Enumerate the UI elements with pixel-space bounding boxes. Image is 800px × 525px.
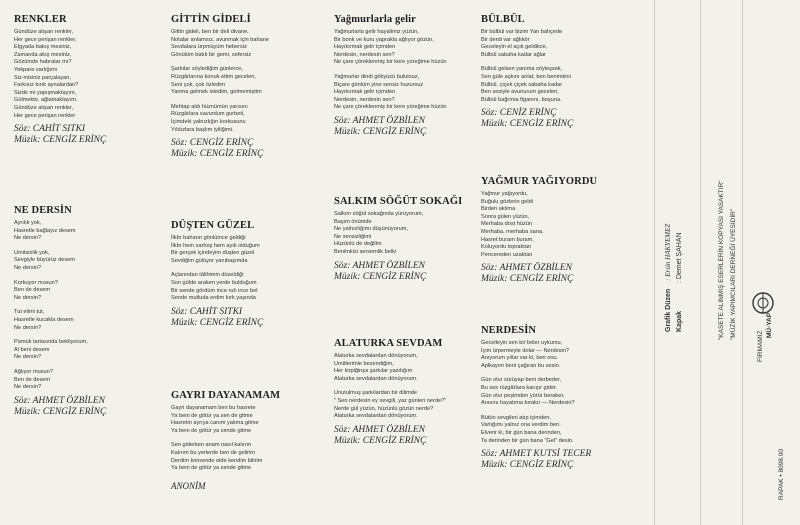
lyric-line: Nerdesin, nerdesin sen? <box>334 96 395 103</box>
lyric-line: Varlığımı yalnız ona verdim ben. <box>481 422 561 429</box>
lyric-line: Siz misiniz parçalayan, <box>14 74 71 81</box>
lyric-line: Bir sende gördüm ince ruh ince bel <box>171 287 258 294</box>
lyric-line: Hayıkırmak gelir içimden <box>334 89 396 96</box>
song-salkim-sogut-sokagi <box>334 196 462 283</box>
lyric-line: Sende mutluda erdim kırk yaşında <box>171 295 256 302</box>
lyric-line: Gülmekte, ağlamaktayım. <box>14 97 78 104</box>
lyric-line: Rüzgârlarına konuk ettim geceleri, <box>171 73 256 80</box>
spine-fold-line <box>742 0 743 525</box>
lyricist-credit: Söz: CENİZ ERİNÇ <box>481 108 557 119</box>
association-member-notice: "MÜZİK YAPIMCILARI DERNEĞİ ÜYESİDİR" <box>730 208 737 340</box>
stanza-gap <box>14 362 106 369</box>
lyricist-credit: Söz: CAHİT SITKI <box>14 124 86 135</box>
lyricist-credit: Söz: AHMET KUTSİ TECER <box>481 449 592 460</box>
lyric-line: Hayıkırmak gelir içimden <box>334 44 396 51</box>
lyric-line: Şarkılar söylediğim günlerce, <box>171 66 243 73</box>
lyric-line: Ta derinden bir gün bana "Gel" desin. <box>481 437 574 444</box>
song-lyrics <box>481 340 591 445</box>
lyric-line: Geceleyin el açık geldikce, <box>481 44 548 51</box>
lyric-line: Alaturka sevdalardan dönüyorum, <box>334 353 418 359</box>
lyric-line: Nerde gül yüzün, hüzünlü gözün nerde? <box>334 405 434 412</box>
lyric-line: Alaturka sevdalardan dönüyorum. <box>334 413 418 420</box>
cover-label: Kapak <box>676 310 683 332</box>
lyric-line: Yağmurlarla gelir hayalimiz yüzün, <box>334 29 419 35</box>
lyric-line: Salkım söğüt sokağında yürüyorum, <box>334 211 424 217</box>
lyric-line: Benimkisi sersemlik belki <box>334 248 397 255</box>
graphic-design-credit <box>664 224 672 332</box>
lyric-line: Derdim kimsende elde kendim bilirim <box>171 457 263 464</box>
stanza-gap <box>171 97 269 104</box>
song-ne-dersin <box>14 205 106 418</box>
song-title: NERDESİN <box>481 325 537 336</box>
lyric-line: Bir derdi var ağlıkör <box>481 36 530 43</box>
lyric-line: Tut elimi tut, <box>14 309 45 316</box>
composer-credit: Müzik: CENGİZ ERİNÇ <box>481 460 574 471</box>
lyric-line: Bir gerçek içindeyim düşten güzel <box>171 250 255 257</box>
song-lyrics <box>171 235 263 303</box>
lyric-line: Ne sensizliğimi <box>334 233 372 240</box>
lyric-line: Merhaba, merhaba sana, <box>481 228 544 235</box>
lyric-line: Bülbül bağrıma figanını, boşuna. <box>481 96 562 103</box>
lyricist-credit: Söz: AHMET ÖZBİLEN <box>334 260 425 271</box>
lyric-line: Pamuk tarlasında bekliyorum, <box>14 339 88 346</box>
lyric-line: Korkuyor musun? <box>14 279 58 286</box>
stanza-gap <box>171 59 269 66</box>
song-gittin-gideli <box>171 14 269 160</box>
lyric-line: Ya beni de götür ya sende gitme <box>171 465 252 472</box>
lyric-line: Nerdesin, nerdesin sen? <box>334 51 395 58</box>
lyric-line: Merhaba dost hüzün <box>481 221 532 228</box>
song-title: RENKLER <box>14 14 67 25</box>
lyric-line: Gönülüm batık bir gemi, sefersiz <box>171 51 252 58</box>
lyric-line: Bir bülbül var bizim Yan bahçede <box>481 29 563 35</box>
lyric-line: Ben de desem <box>14 376 51 383</box>
lyric-line: Gayri dayanamam ben bu hasrete <box>171 405 256 411</box>
lyricist-credit: Söz: AHMET ÖZBİLEN <box>481 263 572 274</box>
song-title: Yağmurlarla gelir <box>334 14 416 25</box>
lyric-line: Hüzünlü de değilim <box>334 241 382 248</box>
lyric-line: Ya beni de götür ya sen de gitme <box>171 412 253 419</box>
lyric-line: Ne dersin? <box>14 264 42 271</box>
lyric-line: Her gece perişan renkler <box>14 112 76 119</box>
lyric-line: Açlarından tâlihimin düzeldiği <box>171 272 244 279</box>
composer-credit: Müzik: CENGİZ ERİNÇ <box>171 149 264 160</box>
muyap-logo-icon <box>752 292 774 314</box>
song-yagmur-yagiyordu <box>481 176 597 285</box>
lyric-line: Ayrılık yok, <box>14 220 42 226</box>
cover-credit <box>676 232 683 332</box>
song-lyrics <box>481 191 597 259</box>
lyric-line: Mehtap aldı hüznümün yarısını <box>171 103 248 110</box>
lyric-line: Ne dersin? <box>14 324 42 331</box>
copyright-notice: "KASETE ALINMIŞ ESERLERİN KOPYASI YASAKTIR" <box>718 180 725 340</box>
spine-fold-line <box>654 0 655 525</box>
lyricist-credit: Söz: AHMET ÖZBİLEN <box>334 424 425 435</box>
song-gayri-dayanamam <box>171 390 280 491</box>
composer-credit: Müzik: CENGİZ ERİNÇ <box>481 274 574 285</box>
lyric-line: Gündüze alışan renkler, <box>14 104 74 111</box>
lyric-line: Anıyorum yıllar var ki, ben onu. <box>481 355 559 362</box>
lyric-line: Sen güle açkını anlat, ben benimkini <box>481 73 571 80</box>
lyric-line: Sevdiğim gülüyor yanıbaşımda <box>171 257 248 264</box>
song-renkler <box>14 14 106 146</box>
catalog-number: RAPAK • 8098.00 <box>778 449 785 500</box>
song-title: BÜLBÜL <box>481 14 525 25</box>
stanza-gap <box>171 435 280 442</box>
lyric-line: Her kirpiğinşa şarkılar yazdığım <box>334 368 413 375</box>
composer-credit: Müzik: CENGİZ ERİNÇ <box>334 126 427 137</box>
lyric-line: Elgyada bakış mesiniz, <box>14 44 72 51</box>
lyric-line: Her gece perişan renkler, <box>14 36 77 43</box>
song-title: SALKIM SÖĞÜT SOKAĞI <box>334 196 463 207</box>
composer-credit: Müzik: CENGİZ ERİNÇ <box>171 317 264 328</box>
lyric-line: Ağlıyor musun? <box>14 368 53 375</box>
lyric-line: Ne dersin? <box>14 235 42 242</box>
stanza-gap <box>14 243 106 250</box>
lyric-line: İlkbr hem sarhoş hem ayık olduğum <box>171 242 260 249</box>
lyric-line: Farkısız kırık aynalardan? <box>14 82 79 89</box>
lyric-line: Yekpare varlığımı <box>14 66 58 73</box>
lyric-line: Gün olur sürüyap beni derbeder, <box>481 377 562 384</box>
lyric-line: Unutulmuş şarkılardan bir dilimde <box>334 390 418 397</box>
lyric-line: Yağmurlar dindi gökyüzü bulutsuz, <box>334 73 420 80</box>
lyric-line: Bülbül, çiçek çiçek sabaha kadar <box>481 81 563 88</box>
lyric-line: Gündüze alışan renkler, <box>14 29 74 35</box>
lyric-line: Sevdalara ürpmüyüm hebersiz <box>171 44 247 51</box>
firm-label: FİRMAMIZ <box>757 330 764 362</box>
spine-fold-line <box>700 0 701 525</box>
lyric-line: Sizde mi yapışmaktayım, <box>14 89 77 96</box>
lyricist-credit: Söz: AHMET ÖZBİLEN <box>14 395 105 406</box>
lyric-line: Başım önümde <box>334 218 372 225</box>
lyric-line: Ne dersin? <box>14 354 42 361</box>
anonymous-credit: ANONİM <box>171 480 206 491</box>
lyric-line: Birden aklıma <box>481 206 516 213</box>
lyric-line: Yağmur yağıyordu, <box>481 191 528 197</box>
stanza-gap <box>14 302 106 309</box>
lyricist-credit: Söz: CAHİT SITKI <box>171 306 243 317</box>
lyric-line: Ne dersin? <box>14 294 42 301</box>
lyric-line: İçimdeki yalnızlığın korkusunu <box>171 118 246 125</box>
song-dusten-guzel <box>171 220 263 329</box>
lyric-line: Bülbül sabaha kadar ağlar <box>481 51 546 58</box>
lyric-line: Ne çare çöreklenmiş bir kere yüreğime hüzün <box>334 104 447 111</box>
lyric-line: Alaturka sevdalardan dönüyorum. <box>334 375 418 382</box>
stanza-gap <box>334 67 447 74</box>
composer-credit: Müzik: CENGİZ ERİNÇ <box>334 271 427 282</box>
song-lyrics <box>14 220 106 392</box>
stanza-gap <box>334 383 446 390</box>
cover-name: : Demet ŞAHAN <box>676 232 683 284</box>
lyric-line: Ya beni de götür ya sende gitme <box>171 427 252 434</box>
lyric-line: Biçare gönlüm yine sensiz huzursuz <box>334 81 424 88</box>
lyric-line: Umitlerimle bezendiğim, <box>334 360 394 367</box>
lyric-line: Ben de desem <box>14 287 51 294</box>
lyric-line: Umitsizlik yok, <box>14 249 50 256</box>
stanza-gap <box>481 59 573 66</box>
lyric-line: İçim ürpermeyle dolar — Nerdesin? <box>481 347 569 354</box>
lyric-line: Sen giderken anam nasıl kalırım <box>171 442 252 449</box>
lyric-line: Hasretle kucakla desem <box>14 316 74 323</box>
song-title: NE DERSİN <box>14 205 72 216</box>
song-lyrics <box>481 29 573 104</box>
song-lyrics <box>171 29 269 134</box>
lyric-line: Ne dersin? <box>14 384 42 391</box>
composer-credit: Müzik: CENGİZ ERİNÇ <box>14 135 107 146</box>
lyric-line: Seni çok, çok özledim <box>171 81 226 88</box>
song-nerdesin <box>481 325 591 471</box>
lyric-line: Sevgiyle büyürüz desem <box>14 257 75 264</box>
stanza-gap <box>171 265 263 272</box>
lyric-line: Yıldızlara başlım iyiliğimi. <box>171 126 234 133</box>
lyric-line: Gecelleyin sen bir böler uykumu, <box>481 340 563 346</box>
lyric-line: Sonra gülen yüzün, <box>481 213 530 220</box>
song-title: GAYRI DAYANAMAM <box>171 390 281 401</box>
song-lyrics <box>14 29 106 120</box>
lyric-line: Anısını hayatıma bırakır — Nerdesin? <box>481 400 575 407</box>
lyric-line: Hasret buram buram, <box>481 236 534 243</box>
muyap-label: MÜ-YAP <box>766 312 773 338</box>
graphic-design-label: Grafik Düzen <box>665 288 672 332</box>
song-lyrics <box>334 353 446 421</box>
lyric-line: Elverir ki, bir gün bana derinden, <box>481 429 562 436</box>
lyric-line: Hasretle bağlayız desem <box>14 227 76 234</box>
lyric-line: Bu ses rüzgârlara karışır gider. <box>481 384 558 391</box>
lyric-line: Bir bonk ve kuru yaprakla ağlıyor gözün, <box>334 36 434 43</box>
composer-credit: Müzik: CENGİZ ERİNÇ <box>481 119 574 130</box>
composer-credit: Müzik: CENGİZ ERİNÇ <box>334 435 427 446</box>
stanza-gap <box>481 408 591 415</box>
song-title: ALATURKA SEVDAM <box>334 338 443 349</box>
lyric-line: Ben sesiyle avunurum geceleri, <box>481 89 559 96</box>
song-lyrics <box>334 211 462 257</box>
song-lyrics <box>171 405 280 473</box>
lyric-line: Gittin gideli, ben bir deli divane, <box>171 29 249 35</box>
lyric-line: Gün olur peşimden yürür beraber, <box>481 392 565 399</box>
composer-credit: Müzik: CENGİZ ERİNÇ <box>14 406 107 417</box>
lyric-line: Bütün sevgileri atıp içimden, <box>481 414 551 421</box>
graphic-design-name: : Ersin HAKYEMEZ <box>664 223 672 281</box>
lyric-line: Yanma gelmek istedim, gelmemiştim <box>171 89 262 96</box>
lyric-line: Buğulu gözlerin geldi <box>481 198 533 205</box>
lyric-line: İlkbr baharın gönlümce geldiği <box>171 235 246 241</box>
lyric-line: Hasretin ayrıya canım yakma gitme <box>171 420 259 427</box>
lyricist-credit: Söz: AHMET ÖZBİLEN <box>334 115 425 126</box>
stanza-gap <box>14 273 106 280</box>
song-bulbul <box>481 14 573 130</box>
lyric-line: Kalırım bu yerlerde ben de gelirim <box>171 449 255 456</box>
stanza-gap <box>14 332 106 339</box>
lyric-line: Pencereden uzaktan <box>481 251 533 258</box>
lyric-line: Rüzgârlara savurdum gurbeti, <box>171 111 245 118</box>
lyricist-credit: Söz: CENGİZ ERİNÇ <box>171 138 254 149</box>
lyric-line: Aplkayım beni çağıran bu sesin. <box>481 362 561 369</box>
lyric-line: Al beni desem <box>14 346 50 353</box>
lyric-line: Gözümde habratar mı? <box>14 59 72 66</box>
stanza-gap <box>481 370 591 377</box>
lyric-line: " Sen nerdesin ey sevgili, yaz günleri nerde?" <box>334 397 447 404</box>
song-title: YAĞMUR YAĞIYORDU <box>481 176 598 187</box>
lyric-line: Zamanda akış mesiniz, <box>14 51 72 58</box>
lyric-line: Son gülde araken yerde bulduğum <box>171 279 257 286</box>
lyric-line: Ne çare çöreklenmiş bir kere yüreğime hüzün <box>334 59 447 66</box>
lyric-line: Notalar anlamsız, avunmak için bahane <box>171 36 269 43</box>
song-title: GİTTİN GİDELİ <box>171 14 251 25</box>
lyric-line: Bülbül gelsen yanıma söyleşsek, <box>481 66 563 73</box>
lyric-line: Koluyordu topraktan <box>481 244 532 251</box>
song-alaturka-sevdam <box>334 338 446 447</box>
song-title: DÜŞTEN GÜZEL <box>171 220 255 231</box>
song-yagmurlarla-gelir <box>334 14 447 138</box>
lyric-line: Ne yalnızlığımı düşünüyorum, <box>334 226 408 233</box>
song-lyrics <box>334 29 447 112</box>
